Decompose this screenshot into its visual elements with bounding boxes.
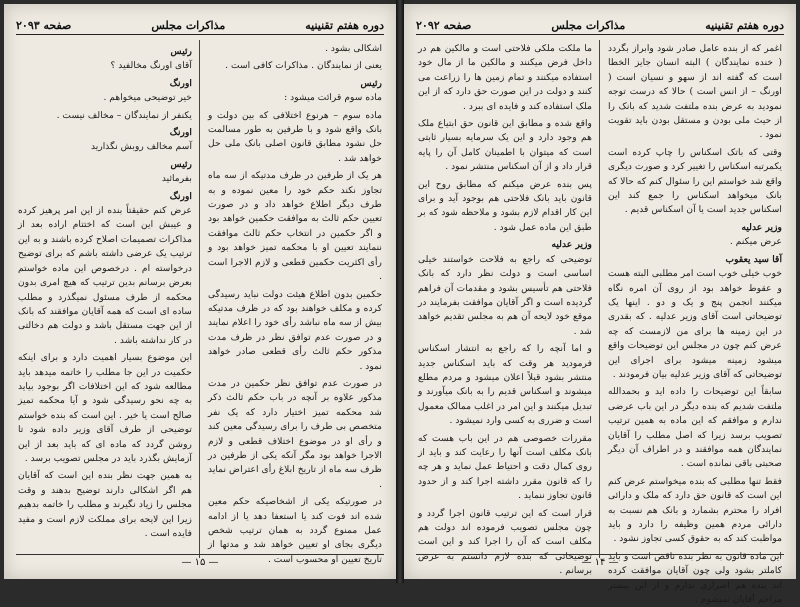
paragraph [208, 77, 382, 106]
paragraph-text: آسم مخالف روبش نگذارید [90, 141, 192, 153]
right-page-header [416, 14, 784, 35]
paragraph [18, 158, 192, 187]
speaker-name: رئیس [360, 77, 382, 89]
paragraph [208, 377, 382, 492]
paragraph [608, 385, 782, 471]
paragraph-text: به همین جهت نظر بنده این است که آقایان هم اگر اشکالی دارند توضیح بدهند و وقت مجلس را زیاد نگیرند و مطلب را خاتمه بدهیم زیرا این لایحه برای مملکت لازم است و مفید فایده است . [18, 470, 192, 539]
column-divider [599, 40, 600, 558]
paragraph-text: خیر توضیحی میخواهم . [103, 92, 192, 104]
right-page-footer [416, 554, 784, 573]
speaker-name: رئیس [170, 158, 192, 170]
paragraph-text: ماده سوم قرائت میشود : [284, 92, 382, 104]
paragraph-text: ماده سوم – هرنوع اختلافی که بین دولت و بانک واقع شود و با طرفین به طور مسالمت حل نشود مطابق قانون اصلی بانک ملی حل خواهد شد . [208, 109, 382, 164]
paragraph [18, 109, 192, 123]
paragraph [608, 42, 782, 143]
left-page-left-column [18, 42, 192, 557]
paragraph-text: مقررات خصوصی هم در این باب هست که بانک مکلف است آنها را رعایت کند و باید از روی کمال دقت و احتیاط عمل نماید و هر چه را که قانون مقرر داشته اجرا کند و از حدود قانون تجاوز ننماید . [418, 432, 592, 502]
paragraph-text: سابقاً این توضیحات را داده اید و بحمدالله ملتفت شدیم که بنده دیگر در این باب عرضی ندارم و موافقم که این ماده به همین ترتیب تصویب برسد زیرا که اصل مطلب را آقایان نمایندگان همه موافقند و در اطراف آن دیگر صحبتی باقی نمانده است . [608, 386, 782, 470]
paragraph [418, 178, 592, 236]
paragraph [418, 432, 592, 504]
paragraph-text: در صورت عدم توافق نظر حکمین در مدت مذکور علاوه بر آنچه در باب حکم ثالث ذکر شد محکمه تمیز اختیار دارد که یک نفر متخصص بی طرف را برای رسیدگی معین کند و رأی او در موضوع اختلاف قطعی و لازم الاجرا خواهد بود مگر آنکه یکی از طرفین در ظرف سه ماه از تاریخ ابلاغ رأی اعتراض نماید . [208, 377, 382, 490]
speaker-name: اورنگ [169, 127, 192, 139]
left-page-right-column [208, 42, 382, 565]
paragraph-text: این ماده قانون به نظر بنده ناقص است و باید کاملتر بشود ولی چون آقایان موافقت کرده اند بنده هم اصراری ندارم و از این بیشتر مزاحم آقایان نمیشوم . [608, 550, 782, 606]
right-page-footer-number: — ۱۴ — [581, 557, 619, 568]
right-page-number-label: صفحه ۲۰۹۲ [416, 19, 472, 32]
paragraph-text: فقط تنها مطلبی که بنده میخواستم عرض کنم این است که قانون حق دارد که ملک و دارائی افراد را محترم بشمارد و بانک هم نسبت به دارائی مردم همین وظیفه را دارد و باید مواظبت کند که به حقوق کسی تجاوز نشود . [608, 475, 782, 545]
paragraph-text: در صورتیکه یکی از اشخاصیکه حکم معین شده اند فوت کند یا استعفا دهد یا از ادامه عمل ممنوع گردد به همان ترتیب شخص دیگری بجای او تعیین خواهد شد و مدتها از تاریخ تعیین او محسوب است . [208, 496, 382, 565]
paragraph [208, 42, 382, 56]
book-gutter [396, 0, 404, 583]
paragraph-text: اشکالی بشود . [325, 43, 382, 54]
left-page [4, 4, 396, 579]
paragraph-text: قرار است که این ترتیب قانون اجرا گردد و چون مجلس تصویب فرموده اند دولت هم مکلف است که آن را اجرا کند و این است توضیحاتی که بنده لازم دانستم به عرض برسانم . [418, 507, 592, 577]
left-page-session: دوره هفتم تقنینیه [305, 19, 384, 32]
speaker-name: وزیر عدلیه [741, 221, 782, 233]
paragraph [208, 59, 382, 73]
paragraph-text: توضیحی که راجع به فلاحت خواستند خیلی اساسی است و دولت نظر دارد که بانک فلاحتی هم تأسیس بشود و مقدمات آن فراهم گردیده است و اگر آقایان موافقت بفرمایند در موقع خود لایحه آن هم به مجلس تقدیم خواهد شد . [418, 253, 592, 337]
right-page-right-column [608, 42, 782, 606]
paragraph-text: این موضوع بسیار اهمیت دارد و برای اینکه حکمیت در این جا مطلب را خاتمه میدهد باید مطالعه شود که این اختلافات اگر بوجود بیاید به چه نحو رسیدگی شود و آیا محکمه تمیز صالح است یا خیر . این است که بنده خواستم توضیحی از طرف آقای وزیر داده شود تا روشن گردد که ماده ای که باید بعد از این آزمایش بگذرد باید در مجلس تصویب برسد . [18, 352, 192, 464]
paragraph-text: ما ملکت ملکی فلاحتی است و مالکین هم در داخل فرض میکنند و مالکین ما از مال خود استفاده میکنند و تمام زمین ها را زراعت می کنند و دولت در این صورت حق دارد که از این ملک استفاده کند و فایده ای ببرد . [418, 43, 592, 112]
left-page-header [16, 14, 384, 35]
paragraph [18, 351, 192, 466]
paragraph [18, 126, 192, 155]
paragraph [608, 253, 782, 383]
paragraph [208, 109, 382, 167]
paragraph-text: حکمین بدون اطلاع هیئت دولت نباید رسیدگی کرده و مکلف خواهند بود که در ظرف مدتیکه بیش از سه ماه نباشد رأی خود را اعلام نمایند و در صورت عدم توافق نظر در ظرف مدت مذکور حکم ثالث رأی قطعی صادر خواهد نمود . [208, 288, 382, 372]
paragraph [418, 342, 592, 428]
paragraph-text: عرض کنم حقیقتاً بنده از این امر پرهیز کرده و عیبش این است که اختتام اراده بعد از مذاکرات تصمیمات اصلاح کرده باشند و به این ترتیب یک عرضی داشته باشم که برای توضیح درخواسته ام . درخصوص این ماده خواستم بعرض برسانم بدین ترتیب که هیچ امری بدون محکمه از طرف مسئول نمیگذرد و مطلب ساده ای است که همه آقایان موافقند که بانک از این جهت مستقل باشد و دولت هم دخالتی در کار نداشته باشد . [18, 205, 192, 346]
paragraph-text: بفرمائید [161, 173, 192, 185]
speaker-name: وزیر عدلیه [551, 239, 592, 251]
left-page-title: مذاکرات مجلس [151, 19, 226, 32]
speaker-name: اورنگ [169, 77, 192, 89]
paragraph [608, 475, 782, 547]
paragraph-text: یکنفر از نمایندگان – مخالف نیست . [56, 109, 192, 121]
paragraph [18, 190, 192, 348]
paragraph-text: آقای اورنگ مخالفید ؟ [110, 60, 192, 72]
paragraph-text: و اما آنچه را که راجع به انتشار اسکناس فرمودید هر وقت که باید اسکناس جدید منتشر بشود قبلاً اعلان میشود و مردم مطلع میشوند و اسکناس قدیم را به بانک میآورند و تبدیل میکنند و این امر در اغلب ممالک معمول است و ضرری به کسی وارد نمیشود . [418, 343, 592, 427]
paragraph [208, 288, 382, 374]
paragraph-text: خوب خیلی خوب است امر مطلبی البته هست و عقوط خواهد بود از روی آن امره نگاه میکنند انجمن پنج و یک و دو . اینها یک توضیحاتی است آقای وزیر عدلیه . که بقدری در این زمینه ها برای من لازمست که چه عرض کنم چون در مجلس این توضیحات واقع میشود زمینه میشود برای اجرای این توضیحاتی که آقای وزیر عدلیه بیان فرمودند . [608, 268, 782, 380]
paragraph-text: عرض میکنم . [729, 236, 782, 248]
paragraph [18, 469, 192, 541]
right-page [404, 4, 796, 606]
paragraph-text: واقع شده و مطابق این قانون حق ابتیاع ملک هم وجود دارد و این یک سرمایه بسیار ثابتی است که میتوان با اطمینان کامل آن را پایه قرار داد و از آن اسکناس منتشر نمود . [418, 118, 592, 173]
paragraph [418, 42, 592, 114]
paragraph [208, 169, 382, 284]
paragraph-text: پس بنده عرض میکنم که مطابق روح این قانون باید بانک فلاحتی هم بوجود آید و برای این کار اقدام لازم بشود و ملاحظه شود که بر طبق این ماده عمل شود . [418, 178, 592, 233]
paragraph-text: وقتی که باتک اسکناس را چاپ کرده است یکمرتبه اسکناس را تغییر کرد و صورت دیگری واقع شد خواستم این را سئوال کنم که حالا که بانک میخواهد اسکناس را جمع کند این اسکناس جدید است یا آن اسکناس قدیم . [608, 146, 782, 216]
right-page-session: دوره هفتم تقنینیه [705, 19, 784, 32]
paragraph-text: یعنی از نمایندگان . مذاکرات کافی است . [225, 60, 382, 72]
paragraph [608, 146, 782, 218]
speaker-name: رئیس [170, 46, 192, 57]
speaker-name: اورنگ [169, 190, 192, 202]
paragraph [418, 238, 592, 339]
left-page-footer-number: — ۱۵ — [181, 557, 219, 568]
left-page-number-label: صفحه ۲۰۹۳ [16, 19, 72, 32]
paragraph-text: هر یک از طرفین در ظرف مدتیکه از سه ماه تجاوز نکند حکم خود را معین نموده و به طرف دیگر اطلاع خواهد داد و در صورت تعیین حکم ثالث به موافقت حکمین خواهد بود و اگر حکمین در انتخاب حکم ثالث موافقت ننمایند تعیین او با محکمه تمیز خواهد بود و رأی اکثریت حکمین قطعی و لازم الاجرا است . [208, 170, 382, 283]
paragraph [18, 45, 192, 74]
left-page-footer [16, 554, 384, 573]
paragraph [18, 77, 192, 106]
right-page-title: مذاکرات مجلس [551, 19, 626, 32]
column-divider [199, 40, 200, 558]
speaker-name: آقا سید یعقوب [725, 253, 782, 265]
paragraph [418, 117, 592, 175]
paragraph [608, 221, 782, 250]
right-page-left-column [418, 42, 592, 577]
paragraph-text: اغمر که از بنده عامل صادر شود وابراز بگردد ( خنده نمایندگان ) البته انسان جایز الخطا است که گفته اند از سهو و نسیان است ( اورنگ – از انس است ) حالا که درست توجه نمودید به عرض بنده ملتفت شدید که بانک را از حیث ملی بودن و مستقل بودن باید تقویت نمود . [608, 43, 782, 141]
